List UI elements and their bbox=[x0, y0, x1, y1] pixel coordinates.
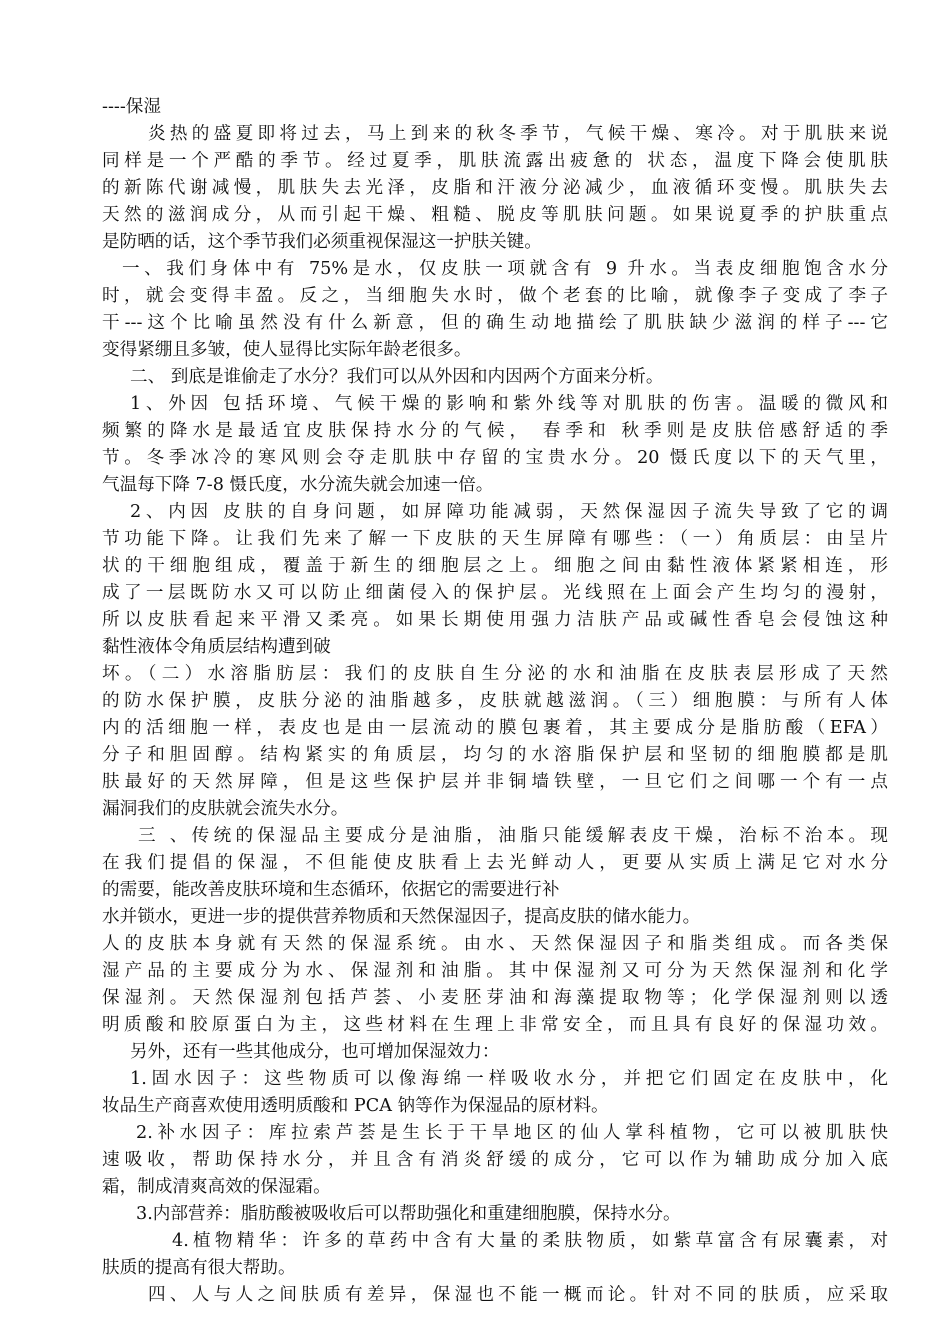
text-line: 3.内部营养：脂肪酸被吸收后可以帮助强化和重建细胞膜，保持水分。 bbox=[136, 1204, 681, 1224]
text-line: 妆品生产商喜欢使用透明质酸和 PCA 钠等作为保湿品的原材料。 bbox=[102, 1096, 609, 1116]
text-line: 明质酸和胶原蛋白为主，这些材料在生理上非常安全，而且具有良好的保湿功效。 bbox=[102, 1015, 888, 1035]
text-line: 分子和胆固醇。结构紧实的角质层，均匀的水溶脂保护层和坚韧的细胞膜都是肌 bbox=[102, 745, 888, 765]
text-line: 1、外因 包括环境、气候干燥的影响和紫外线等对肌肤的伤害。温暖的微风和 bbox=[130, 394, 888, 414]
text-line: 节功能下降。让我们先来了解一下皮肤的天生屏障有哪些：（一）角质层：由呈片 bbox=[102, 529, 888, 549]
text-line: ----保湿 bbox=[102, 97, 161, 117]
text-line: 二、 到底是谁偷走了水分？我们可以从外因和内因两个方面来分析。 bbox=[130, 367, 664, 387]
text-line: 2、内因 皮肤的自身问题，如屏障功能减弱，天然保湿因子流失导致了它的调 bbox=[130, 502, 888, 522]
text-line: 肤质的提高有很大帮助。 bbox=[102, 1258, 296, 1278]
text-line: 漏洞我们的皮肤就会流失水分。 bbox=[102, 799, 349, 819]
text-line: 的需要，能改善皮肤环境和生态循环，依据它的需要进行补 bbox=[102, 880, 560, 900]
text-line: 炎热的盛夏即将过去，马上到来的秋冬季节，气候干燥、寒冷。对于肌肤来说 bbox=[148, 124, 888, 144]
text-line: 三 、传统的保湿品主要成分是油脂，油脂只能缓解表皮干燥，治标不治本。现 bbox=[138, 826, 888, 846]
text-line: 人的皮肤本身就有天然的保湿系统。由水、天然保湿因子和脂类组成。而各类保 bbox=[102, 934, 888, 954]
text-line: 频繁的降水是最适宜皮肤保持水分的气候， 春季和 秋季则是皮肤倍感舒适的季 bbox=[102, 421, 888, 441]
text-line: 2.补水因子：库拉索芦荟是生长于干旱地区的仙人掌科植物，它可以被肌肤快 bbox=[136, 1123, 888, 1143]
text-line: 1.固水因子：这些物质可以像海绵一样吸收水分，并把它们固定在皮肤中，化 bbox=[130, 1069, 888, 1089]
text-line: 水并锁水，更进一步的提供营养物质和天然保湿因子，提高皮肤的储水能力。 bbox=[102, 907, 701, 927]
text-line: 一、我们身体中有 75%是水，仅皮肤一项就含有 9 升水。当表皮细胞饱含水分 bbox=[122, 259, 888, 279]
text-line: 同样是一个严酷的季节。经过夏季，肌肤流露出疲惫的 状态，温度下降会使肌肤 bbox=[102, 151, 888, 171]
text-line: 黏性液体令角质层结构遭到破 bbox=[102, 637, 331, 657]
text-line: 另外，还有一些其他成分，也可增加保湿效力： bbox=[130, 1042, 500, 1062]
text-line: 的新陈代谢减慢，肌肤失去光泽，皮脂和汗液分泌减少，血液循环变慢。肌肤失去 bbox=[102, 178, 888, 198]
text-line: 气温每下降 7-8 慑氏度，水分流失就会加速一倍。 bbox=[102, 475, 494, 495]
text-line: 所以皮肤看起来平滑又柔亮。如果长期使用强力洁肤产品或碱性香皂会侵蚀这种 bbox=[102, 610, 888, 630]
document-body bbox=[102, 94, 888, 1309]
text-line: 的防水保护膜，皮肤分泌的油脂越多，皮肤就越滋润。（三）细胞膜：与所有人体 bbox=[102, 691, 888, 711]
text-line: 坏。（二）水溶脂肪层：我们的皮肤自生分泌的水和油脂在皮肤表层形成了天然 bbox=[102, 664, 888, 684]
text-line: 保湿剂。天然保湿剂包括芦荟、小麦胚芽油和海藻提取物等；化学保湿剂则以透 bbox=[102, 988, 888, 1008]
text-line: 肤最好的天然屏障，但是这些保护层并非铜墙铁壁，一旦它们之间哪一个有一点 bbox=[102, 772, 888, 792]
text-line: 天然的滋润成分，从而引起干燥、粗糙、脱皮等肌肤问题。如果说夏季的护肤重点 bbox=[102, 205, 888, 225]
text-line: 内的活细胞一样，表皮也是由一层流动的膜包裹着，其主要成分是脂肪酸（EFA） bbox=[102, 718, 888, 738]
text-line: 时，就会变得丰盈。反之，当细胞失水时，做个老套的比喻，就像李子变成了李子 bbox=[102, 286, 888, 306]
text-line: 霜，制成清爽高效的保湿霜。 bbox=[102, 1177, 331, 1197]
text-line: 四、人与人之间肤质有差异，保湿也不能一概而论。针对不同的肤质，应采取 bbox=[148, 1285, 888, 1305]
text-line: 在我们提倡的保湿，不但能使皮肤看上去光鲜动人，更要从实质上满足它对水分 bbox=[102, 853, 888, 873]
text-line: 成了一层既防水又可以防止细菌侵入的保护层。光线照在上面会产生均匀的漫射， bbox=[102, 583, 888, 603]
text-line: 变得紧绷且多皱，使人显得比实际年龄老很多。 bbox=[102, 340, 472, 360]
text-line: 4.植物精华：许多的草药中含有大量的柔肤物质，如紫草富含有尿囊素，对 bbox=[172, 1231, 888, 1251]
text-line: 状的干细胞组成，覆盖于新生的细胞层之上。细胞之间由黏性液体紧紧相连，形 bbox=[102, 556, 888, 576]
text-line: 湿产品的主要成分为水、保湿剂和油脂。其中保湿剂又可分为天然保湿剂和化学 bbox=[102, 961, 888, 981]
text-line: 速吸收，帮助保持水分，并且含有消炎舒缓的成分，它可以作为辅助成分加入底 bbox=[102, 1150, 888, 1170]
text-line: 节。冬季冰冷的寒风则会夺走肌肤中存留的宝贵水分。20 慑氏度以下的天气里， bbox=[102, 448, 888, 468]
text-line: 是防晒的话，这个季节我们必须重视保湿这一护肤关键。 bbox=[102, 232, 542, 252]
text-line: 干---这个比喻虽然没有什么新意，但的确生动地描绘了肌肤缺少滋润的样子---它 bbox=[102, 313, 888, 333]
